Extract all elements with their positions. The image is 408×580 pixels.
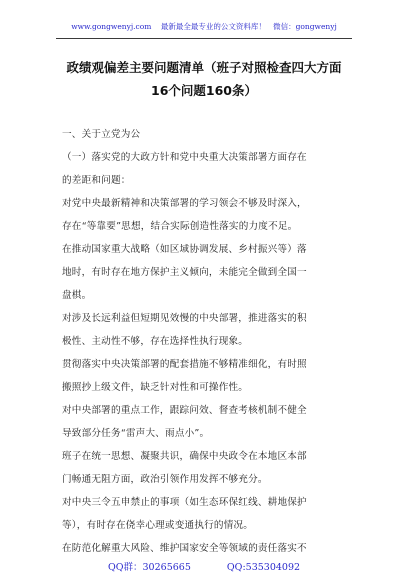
body-line: 地时，有时存在地方保护主义倾向，未能完全做到全国一 xyxy=(62,267,307,278)
body-line: 班子在统一思想、凝聚共识，确保中央政令在本地区本部 xyxy=(62,451,307,462)
body-line: 对中央三令五申禁止的事项（如生态环保红线、耕地保护 xyxy=(62,497,307,508)
qq-number: QQ:535304092 xyxy=(226,562,301,573)
body-line: 极性、主动性不够，存在选择性执行现象。 xyxy=(62,336,249,347)
header-divider xyxy=(56,38,352,39)
body-line: 在推动国家重大战略（如区域协调发展、乡村振兴等）落 xyxy=(62,244,307,255)
body-line: 在防范化解重大风险、维护国家安全等领域的责任落实不 xyxy=(62,543,307,554)
body-line: 的差距和问题： xyxy=(62,175,131,186)
wechat-id: 微信：gongwenyj xyxy=(273,22,337,31)
page-header xyxy=(0,0,408,46)
body-line: 门畅通无阻方面，政治引领作用发挥不够充分。 xyxy=(62,474,268,485)
body-line: 搬照抄上级文件，缺乏针对性和可操作性。 xyxy=(62,382,249,393)
body-line: 导致部分任务“雷声大、雨点小”。 xyxy=(62,428,210,439)
site-slogan: 最新最全最专业的公文资料库！ xyxy=(160,22,266,31)
qq-group: QQ群：30265665 xyxy=(107,562,191,573)
header-text xyxy=(0,21,408,32)
body-line: 对涉及长远利益但短期见效慢的中央部署，推进落实的积 xyxy=(62,313,307,324)
document-title-line-2: 16个问题160条） xyxy=(151,83,257,98)
document-title-line-1: 政绩观偏差主要问题清单（班子对照检查四大方面 xyxy=(66,60,342,75)
subsection-heading: （一）落实党的大政方针和党中央重大决策部署方面存在 xyxy=(62,152,307,163)
body-line: 存在“等靠要”思想，结合实际创造性落实的力度不足。 xyxy=(62,221,298,232)
body-line: 贯彻落实中央决策部署的配套措施不够精准细化，有时照 xyxy=(62,359,307,370)
section-heading: 一、关于立党为公 xyxy=(62,129,141,140)
body-line: 盘棋。 xyxy=(62,290,92,301)
page-footer xyxy=(0,559,408,573)
body-line: 等），有时存在侥幸心理或变通执行的情况。 xyxy=(62,520,254,531)
body-line: 对中央部署的重点工作，跟踪问效、督查考核机制不健全 xyxy=(62,405,307,416)
site-url[interactable]: www.gongwenyj.com xyxy=(71,22,152,31)
body-line: 对党中央最新精神和决策部署的学习领会不够及时深入， xyxy=(62,198,307,209)
